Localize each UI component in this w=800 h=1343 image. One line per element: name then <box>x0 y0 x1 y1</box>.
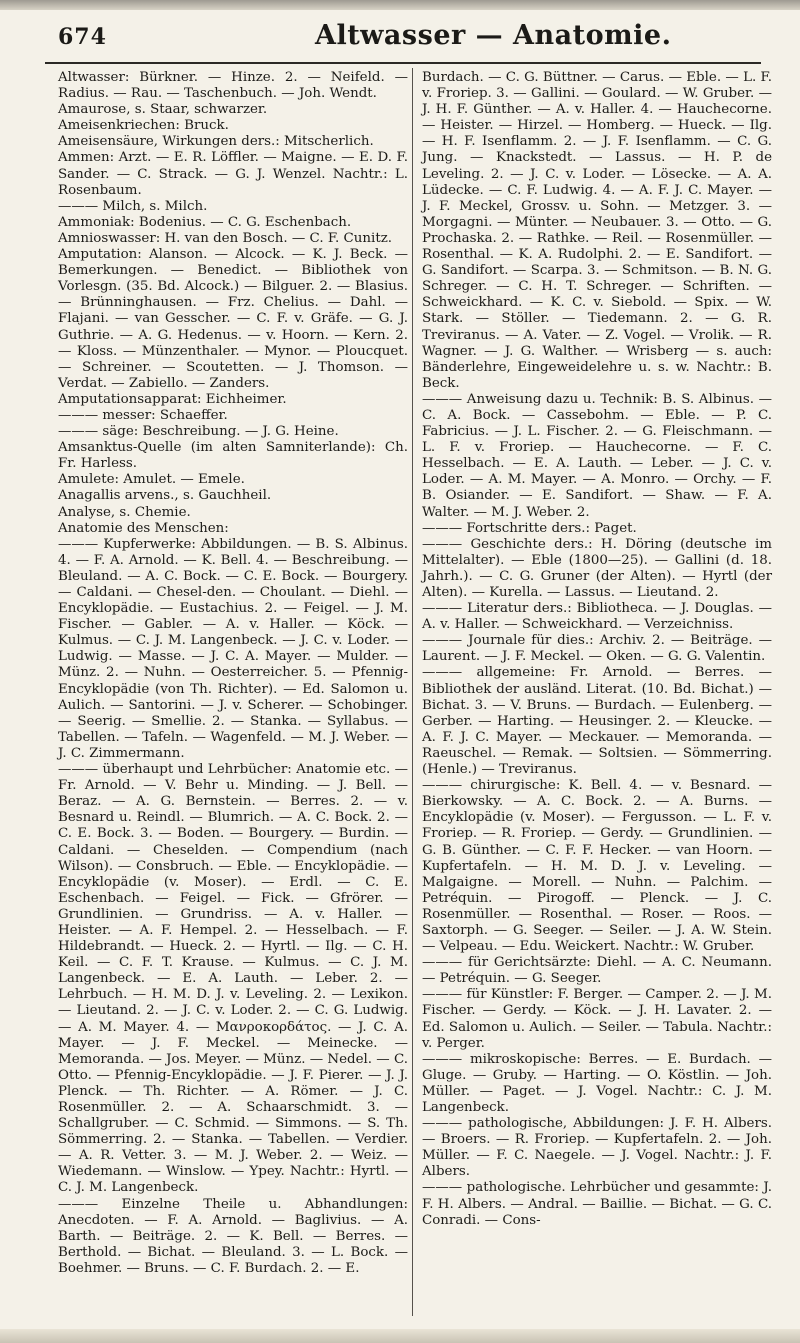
right-column <box>422 70 772 1229</box>
index-entry: ——— pathologische. Lehrbücher und gesammte: J. F. H. Albers. — Andral. — Baillie. — Bichat. — G. C. Conradi. — Cons- <box>422 1180 772 1228</box>
index-entry: ——— für Künstler: F. Berger. — Camper. 2. — J. M. Fischer. — Gerdy. — Köck. — J. H. Lavater. 2. — Ed. Salomon u. Aulich. — Seiler. — Tabula. Nachtr.: v. Perger. <box>422 987 772 1051</box>
index-entry: ——— Geschichte ders.: H. Döring (deutsche im Mittelalter). — Eble (1800—25). — Gallini (d. 18. Jahrh.). — C. G. Gruner (der Alten). — Hyrtl (der Alten). — Kurella. — Lassus. — Lieutand. 2. <box>422 536 772 600</box>
index-entry: ——— Anweisung dazu u. Technik: B. S. Albinus. — C. A. Bock. — Cassebohm. — Eble. — P. C. Fabricius. — J. L. Fischer. 2. — G. Fleischmann. — L. F. v. Froriep. — Hauchecorne. — F. C. Hesselbach. — E. A. Lauth. — Leber. — J. C. v. Loder. — A. M. Mayer. — A. Monro. — Orchy. — F. B. Osiander. — E. Sandifort. — Shaw. — F. A. Walter. — M. J. Weber. 2. <box>422 391 772 520</box>
index-entry: ——— allgemeine: Fr. Arnold. — Berres. — Bibliothek der ausländ. Literat. (10. Bd. Bichat.) — Bichat. 3. — V. Bruns. — Burdach. — Eulenberg. — Gerber. — Harting. — Heusinger. 2. — Kleucke. — A. F. J. C. Mayer. — Meckauer. — Memoranda. — Raeuschel. — Remak. — Soltsien. — Sömmerring. (Henle.) — Treviranus. <box>422 665 772 778</box>
top-edge-shadow <box>0 0 800 10</box>
index-entry: ——— Einzelne Theile u. Abhandlungen: Anecdoten. — F. A. Arnold. — Baglivius. — A. Barth. — Beiträge. 2. — K. Bell. — Berres. — Berthold. — Bichat. — Bleuland. 3. — L. Bock. — Boehmer. — Bruns. — C. F. Burdach. 2. — E. <box>58 1196 408 1276</box>
index-entry: Amnioswasser: H. van den Bosch. — C. F. Cunitz. <box>58 230 393 246</box>
index-entry: ——— Journale für dies.: Archiv. 2. — Beiträge. — Laurent. — J. F. Meckel. — Oken. — G. G. Valentin. <box>422 633 772 665</box>
column-divider <box>412 68 413 1316</box>
index-entry: ——— pathologische, Abbildungen: J. F. H. Albers. — Broers. — R. Froriep. — Kupfertafeln. 2. — Joh. Müller. — F. C. Naegele. — J. Vogel. Nachtr.: J. F. Albers. <box>422 1116 772 1180</box>
index-entry: Ameisenkriechen: Bruck. <box>58 118 229 134</box>
index-entry: Ammoniak: Bodenius. — C. G. Eschenbach. <box>58 214 352 230</box>
index-entry: Analyse, s. Chemie. <box>58 504 191 520</box>
index-entry: ——— Kupferwerke: Abbildungen. — B. S. Albinus. 4. — F. A. Arnold. — K. Bell. 4. — Beschreibung. — Bleuland. — A. C. Bock. — C. E. Bock. — Bourgery. — Caldani. — Chesel-den. — Choulant. — Diehl. — Encyklopädie. — Eustachius. 2. — Feigel. — J. M. Fischer. — Gabler. — A. v. Haller. — Köck. — Kulmus. — C. J. M. Langenbeck. — J. C. v. Loder. — Ludwig. — Masse. — J. C. A. Mayer. — Mulder. — Münz. 2. — Nuhn. — Oesterreicher. 5. — Pfennig-Encyklopädie (von Th. Richter). — Ed. Salomon u. Aulich. — Santorini. — J. v. Scherer. — Schobinger. — Seerig. — Smellie. 2. — Stanka. — Syllabus. — Tabellen. — Tafeln. — Wagenfeld. — M. J. Weber. — J. C. Zimmermann. <box>58 536 408 761</box>
index-entry: ——— messer: Schaeffer. <box>58 407 228 423</box>
index-entry: Amputation: Alanson. — Alcock. — K. J. Beck. — Bemerkungen. — Benedict. — Bibliothek von Vorlesgn. (35. Bd. Alcock.) — Bilguer. 2. — Blasius. — Brünninghausen. — Frz. Chelius. — Dahl. — Flajani. — van Gesscher. — C. F. v. Gräfe. — G. J. Guthrie. — A. G. Hedenus. — v. Hoorn. — Kern. 2. — Kloss. — Münzenthaler. — Mynor. — Ploucquet. — Schreiner. — Scoutetten. — J. Thomson. — Verdat. — Zabiello. — Zanders. <box>58 247 408 391</box>
index-entry: Anatomie des Menschen: <box>58 520 229 536</box>
index-entry: ——— Milch, s. Milch. <box>58 198 208 214</box>
index-entry: ——— Fortschritte ders.: Paget. <box>422 520 637 536</box>
index-entry: ——— Literatur ders.: Bibliotheca. — J. Douglas. — A. v. Haller. — Schweickhard. — Verzeichniss. <box>422 601 772 633</box>
index-entry: Amaurose, s. Staar, schwarzer. <box>58 102 268 118</box>
index-entry: Ammen: Arzt. — E. R. Löffler. — Maigne. — E. D. F. Sander. — C. Strack. — G. J. Wenzel. Nachtr.: L. Rosenbaum. <box>58 150 408 198</box>
left-column <box>58 70 408 1277</box>
index-entry: Amulete: Amulet. — Emele. <box>58 472 245 488</box>
header-rule <box>45 62 761 64</box>
page-header <box>0 12 800 66</box>
index-entry: Altwasser: Bürkner. — Hinze. 2. — Neifeld. — Radius. — Rau. — Taschenbuch. — Joh. Wendt. <box>58 70 408 102</box>
index-entry: Burdach. — C. G. Büttner. — Carus. — Eble. — L. F. v. Froriep. 3. — Gallini. — Goulard. — W. Gruber. — J. H. F. Günther. — A. v. Haller. 4. — Hauchecorne. — Heister. — Hirzel. — Homberg. — Hueck. — Ilg. — H. F. Isenflamm. 2. — J. F. Isenflamm. — C. G. Jung. — Knackstedt. — Lassus. — H. P. de Leveling. 2. — J. C. v. Loder. — Lösecke. — A. A. Lüdecke. — C. F. Ludwig. 4. — A. F. J. C. Mayer. — J. F. Meckel, Grossv. u. Sohn. — Metzger. 3. — Morgagni. — Münter. — Neubauer. 3. — Otto. — G. Prochaska. 2. — Rathke. — Reil. — Rosenmüller. — Rosenthal. — K. A. Rudolphi. 2. — E. Sandifort. — G. Sandifort. — Scarpa. 3. — Schmitson. — B. N. G. Schreger. — C. H. T. Schreger. — Schriften. — Schweickhard. — K. C. v. Siebold. — Spix. — W. Stark. — Stöller. — Tiedemann. 2. — G. R. Treviranus. — A. Vater. — Z. Vogel. — Vrolik. — R. Wagner. — J. G. Walther. — Wrisberg — s. auch: Bänderlehre, Eingeweidelehre u. s. w. Nachtr.: B. Beck. <box>422 70 772 391</box>
bottom-edge-shadow <box>0 1329 800 1343</box>
index-entry: Amsanktus-Quelle (im alten Samniterlande): Ch. Fr. Harless. <box>58 440 408 472</box>
index-entry: ——— überhaupt und Lehrbücher: Anatomie etc. — Fr. Arnold. — V. Behr u. Minding. — J. Bell. — Beraz. — A. G. Bernstein. — Berres. 2. — v. Besnard u. Reindl. — Blumrich. — A. C. Bock. 2. — C. E. Bock. 3. — Boden. — Bourgery. — Burdin. — Caldani. — Cheselden. — Compendium (nach Wilson). — Consbruch. — Eble. — Encyklopädie. — Encyklopädie (v. Moser). — Erdl. — C. E. Eschenbach. — Feigel. — Fick. — Gfrörer. — Grundlinien. — Grundriss. — A. v. Haller. — Heister. — A. F. Hempel. 2. — Hesselbach. — F. Hildebrandt. — Hueck. 2. — Hyrtl. — Ilg. — C. H. Keil. — C. F. T. Krause. — Kulmus. — C. J. M. Langenbeck. — E. A. Lauth. — Leber. 2. — Lehrbuch. — H. M. D. J. v. Leveling. 2. — Lexikon. — Lieutand. 2. — J. C. v. Loder. 2. — C. G. Ludwig. — A. M. Mayer. 4. — Μανρoκoρδάτoς. — J. C. A. Mayer. — J. F. Meckel. — Meinecke. — Memoranda. — Jos. Meyer. — Münz. — Nedel. — C. Otto. — Pfennig-Encyklopädie. — J. F. Pierer. — J. J. Plenck. — Th. Richter. — A. Römer. — J. C. Rosenmüller. 2. — A. Schaarschmidt. 3. — Schallgruber. — C. Schmid. — Simmons. — S. Th. Sömmerring. 2. — Stanka. — Tabellen. — Verdier. — A. R. Vetter. 3. — M. J. Weber. 2. — Weiz. — Wiedemann. — Winslow. — Ypey. Nachtr.: Hyrtl. — C. J. M. Langenbeck. <box>58 762 408 1196</box>
index-entry: Amputationsapparat: Eichheimer. <box>58 391 287 407</box>
index-entry: Anagallis arvens., s. Gauchheil. <box>58 488 272 504</box>
page-number: 674 <box>58 24 107 50</box>
running-title: Altwasser — Anatomie. <box>315 20 672 51</box>
index-entry: ——— mikroskopische: Berres. — E. Burdach. — Gluge. — Gruby. — Harting. — O. Köstlin. — Joh. Müller. — Paget. — J. Vogel. Nachtr.: C. J. M. Langenbeck. <box>422 1051 772 1115</box>
index-entry: Ameisensäure, Wirkungen ders.: Mitscherlich. <box>58 134 374 150</box>
index-entry: ——— säge: Beschreibung. — J. G. Heine. <box>58 424 339 440</box>
index-entry: ——— chirurgische: K. Bell. 4. — v. Besnard. — Bierkowsky. — A. C. Bock. 2. — A. Burns. — Encyklopädie (v. Moser). — Fergusson. — L. F. v. Froriep. — R. Froriep. — Gerdy. — Grundlinien. — G. B. Günther. — C. F. F. Hecker. — van Hoorn. — Kupfertafeln. — H. M. D. J. v. Leveling. — Malgaigne. — Morell. — Nuhn. — Palchim. — Petréquin. — Pirogoff. — Plenck. — J. C. Rosenmüller. — Rosenthal. — Roser. — Roos. — Saxtorph. — G. Seeger. — Seiler. — J. A. W. Stein. — Velpeau. — Edu. Weickert. Nachtr.: W. Gruber. <box>422 778 772 955</box>
index-entry: ——— für Gerichtsärzte: Diehl. — A. C. Neumann. — Petréquin. — G. Seeger. <box>422 955 772 987</box>
